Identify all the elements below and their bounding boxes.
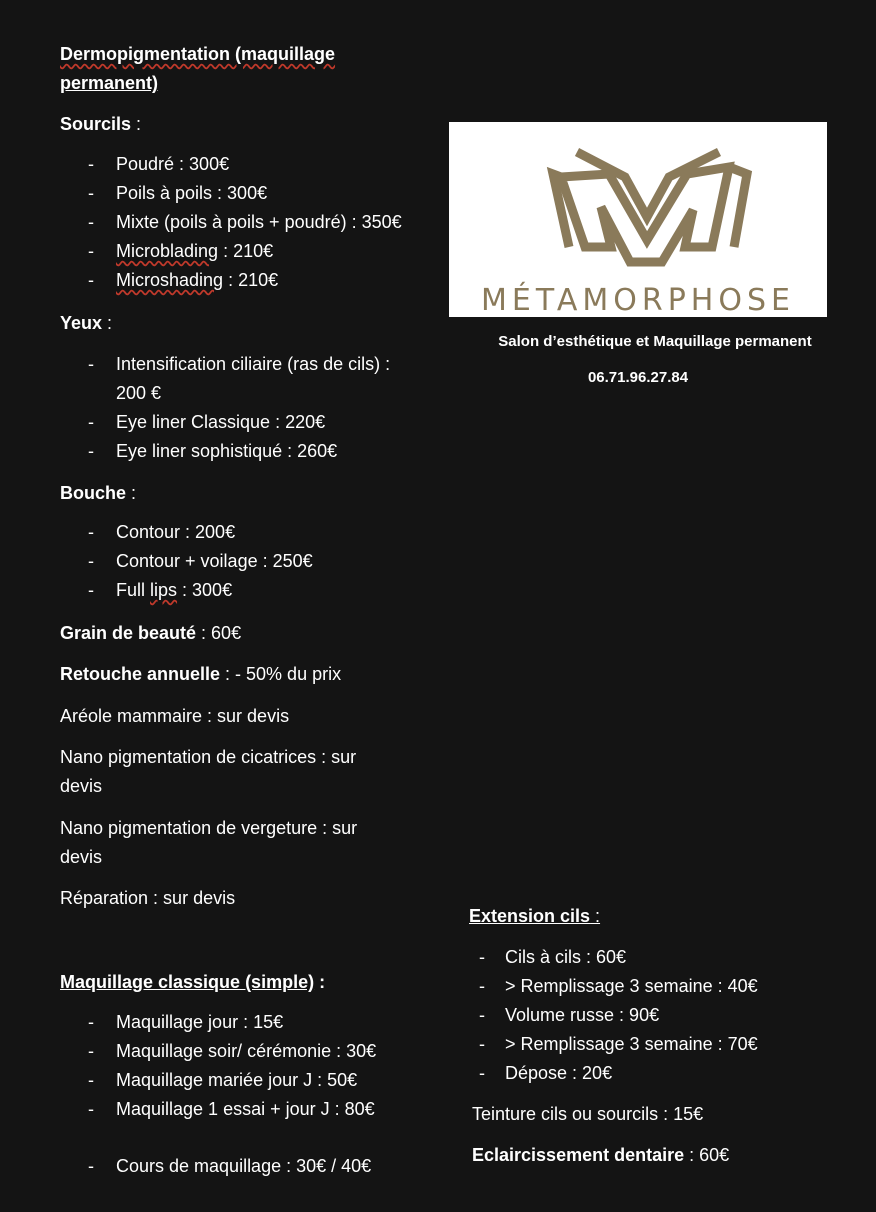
retouche-annuelle: Retouche annuelle : - 50% du prix bbox=[60, 664, 342, 684]
title-line-1: Dermopigmentation (maquillage bbox=[60, 44, 336, 64]
list-item: - Maquillage mariée jour J : 50€ bbox=[60, 1066, 376, 1095]
sourcils-list bbox=[60, 150, 402, 295]
page-title bbox=[60, 40, 335, 98]
list-item: - Intensification ciliaire (ras de cils) : 200 € bbox=[60, 350, 390, 408]
list-item: - Eye liner Classique : 220€ bbox=[60, 408, 390, 437]
list-item: - Mixte (poils à poils + poudré) : 350€ bbox=[60, 208, 402, 237]
cours-list bbox=[60, 1152, 371, 1181]
list-item: - Maquillage soir/ cérémonie : 30€ bbox=[60, 1037, 376, 1066]
section-extension-heading: Extension cils : bbox=[469, 906, 601, 926]
yeux-list bbox=[60, 350, 390, 466]
list-item: - Contour + voilage : 250€ bbox=[60, 547, 313, 576]
list-item: - > Remplissage 3 semaine : 40€ bbox=[469, 972, 758, 1001]
teinture: Teinture cils ou sourcils : 15€ bbox=[472, 1104, 704, 1124]
metamorphose-logo-icon bbox=[449, 122, 827, 317]
eclaircissement: Eclaircissement dentaire : 60€ bbox=[472, 1145, 730, 1165]
list-item: - Cours de maquillage : 30€ / 40€ bbox=[60, 1152, 371, 1181]
list-item: - Maquillage 1 essai + jour J : 80€ bbox=[60, 1095, 376, 1124]
list-item: - Microshading : 210€ bbox=[60, 266, 402, 295]
reparation: Réparation : sur devis bbox=[60, 888, 236, 908]
brand-name: MÉTAMORPHOSE bbox=[481, 283, 795, 317]
bouche-list bbox=[60, 518, 313, 605]
list-item: - > Remplissage 3 semaine : 70€ bbox=[469, 1030, 758, 1059]
section-yeux-heading: Yeux : bbox=[60, 313, 113, 333]
section-sourcils-heading: Sourcils : bbox=[60, 114, 142, 134]
brand-phone: 06.71.96.27.84 bbox=[587, 369, 689, 386]
title-line-2: permanent) bbox=[60, 73, 159, 93]
list-item: - Poils à poils : 300€ bbox=[60, 179, 402, 208]
nano-vergeture: Nano pigmentation de vergeture : sur devis bbox=[60, 818, 358, 867]
list-item: - Volume russe : 90€ bbox=[469, 1001, 758, 1030]
maquillage-list bbox=[60, 1008, 376, 1124]
areole: Aréole mammaire : sur devis bbox=[60, 706, 290, 726]
list-item: - Maquillage jour : 15€ bbox=[60, 1008, 376, 1037]
list-item: - Poudré : 300€ bbox=[60, 150, 402, 179]
brand-subtitle: Salon d’esthétique et Maquillage permanent bbox=[498, 333, 812, 350]
extension-list bbox=[469, 943, 758, 1088]
section-bouche-heading: Bouche : bbox=[60, 483, 137, 503]
list-item: - Contour : 200€ bbox=[60, 518, 313, 547]
list-item: - Dépose : 20€ bbox=[469, 1059, 758, 1088]
list-item: - Cils à cils : 60€ bbox=[469, 943, 758, 972]
grain-de-beaute: Grain de beauté : 60€ bbox=[60, 623, 242, 643]
list-item: - Eye liner sophistiqué : 260€ bbox=[60, 437, 390, 466]
section-maquillage-heading: Maquillage classique (simple) : bbox=[60, 972, 326, 992]
brand-logo bbox=[449, 122, 827, 317]
list-item: - Full lips : 300€ bbox=[60, 576, 313, 605]
nano-cicatrices: Nano pigmentation de cicatrices : sur devis bbox=[60, 747, 357, 796]
list-item: - Microblading : 210€ bbox=[60, 237, 402, 266]
